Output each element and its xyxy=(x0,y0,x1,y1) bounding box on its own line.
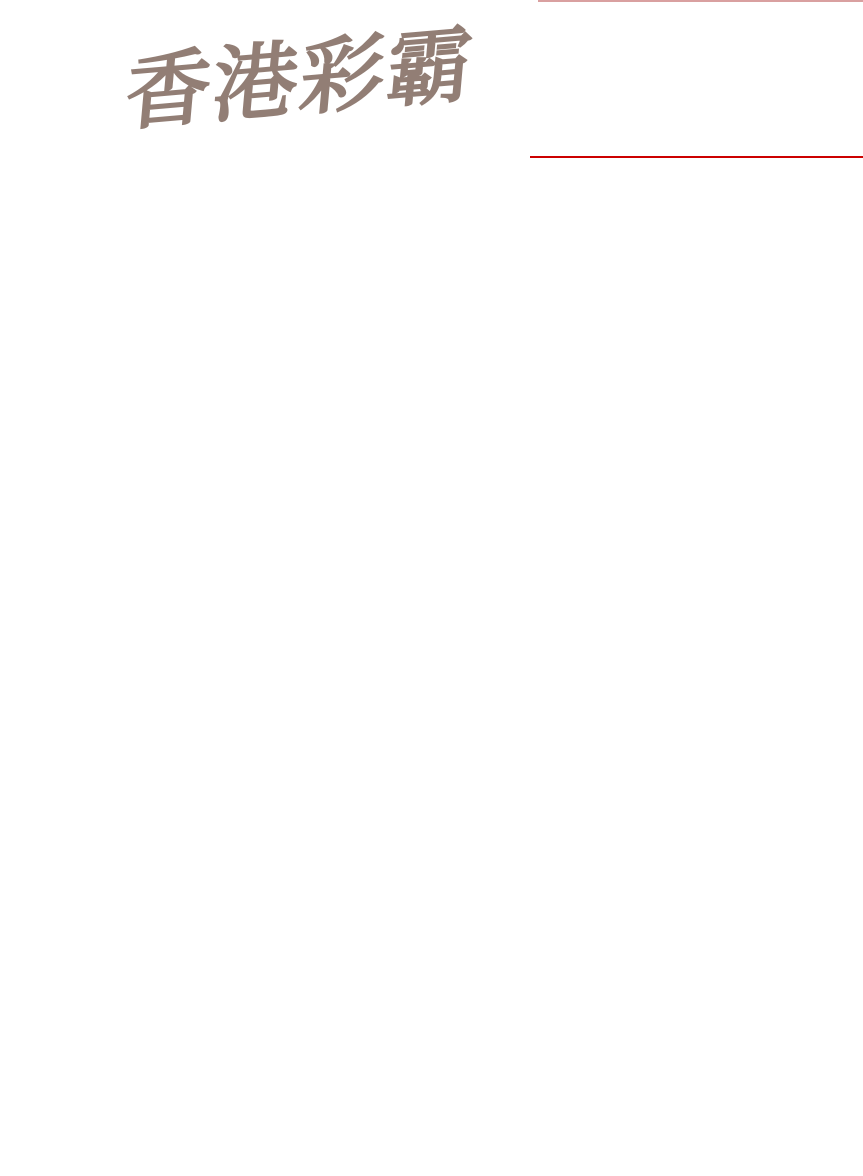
banner-divider xyxy=(530,156,863,158)
banner-logo xyxy=(120,22,530,150)
banner-title xyxy=(114,0,540,150)
top-border-line xyxy=(538,0,863,2)
